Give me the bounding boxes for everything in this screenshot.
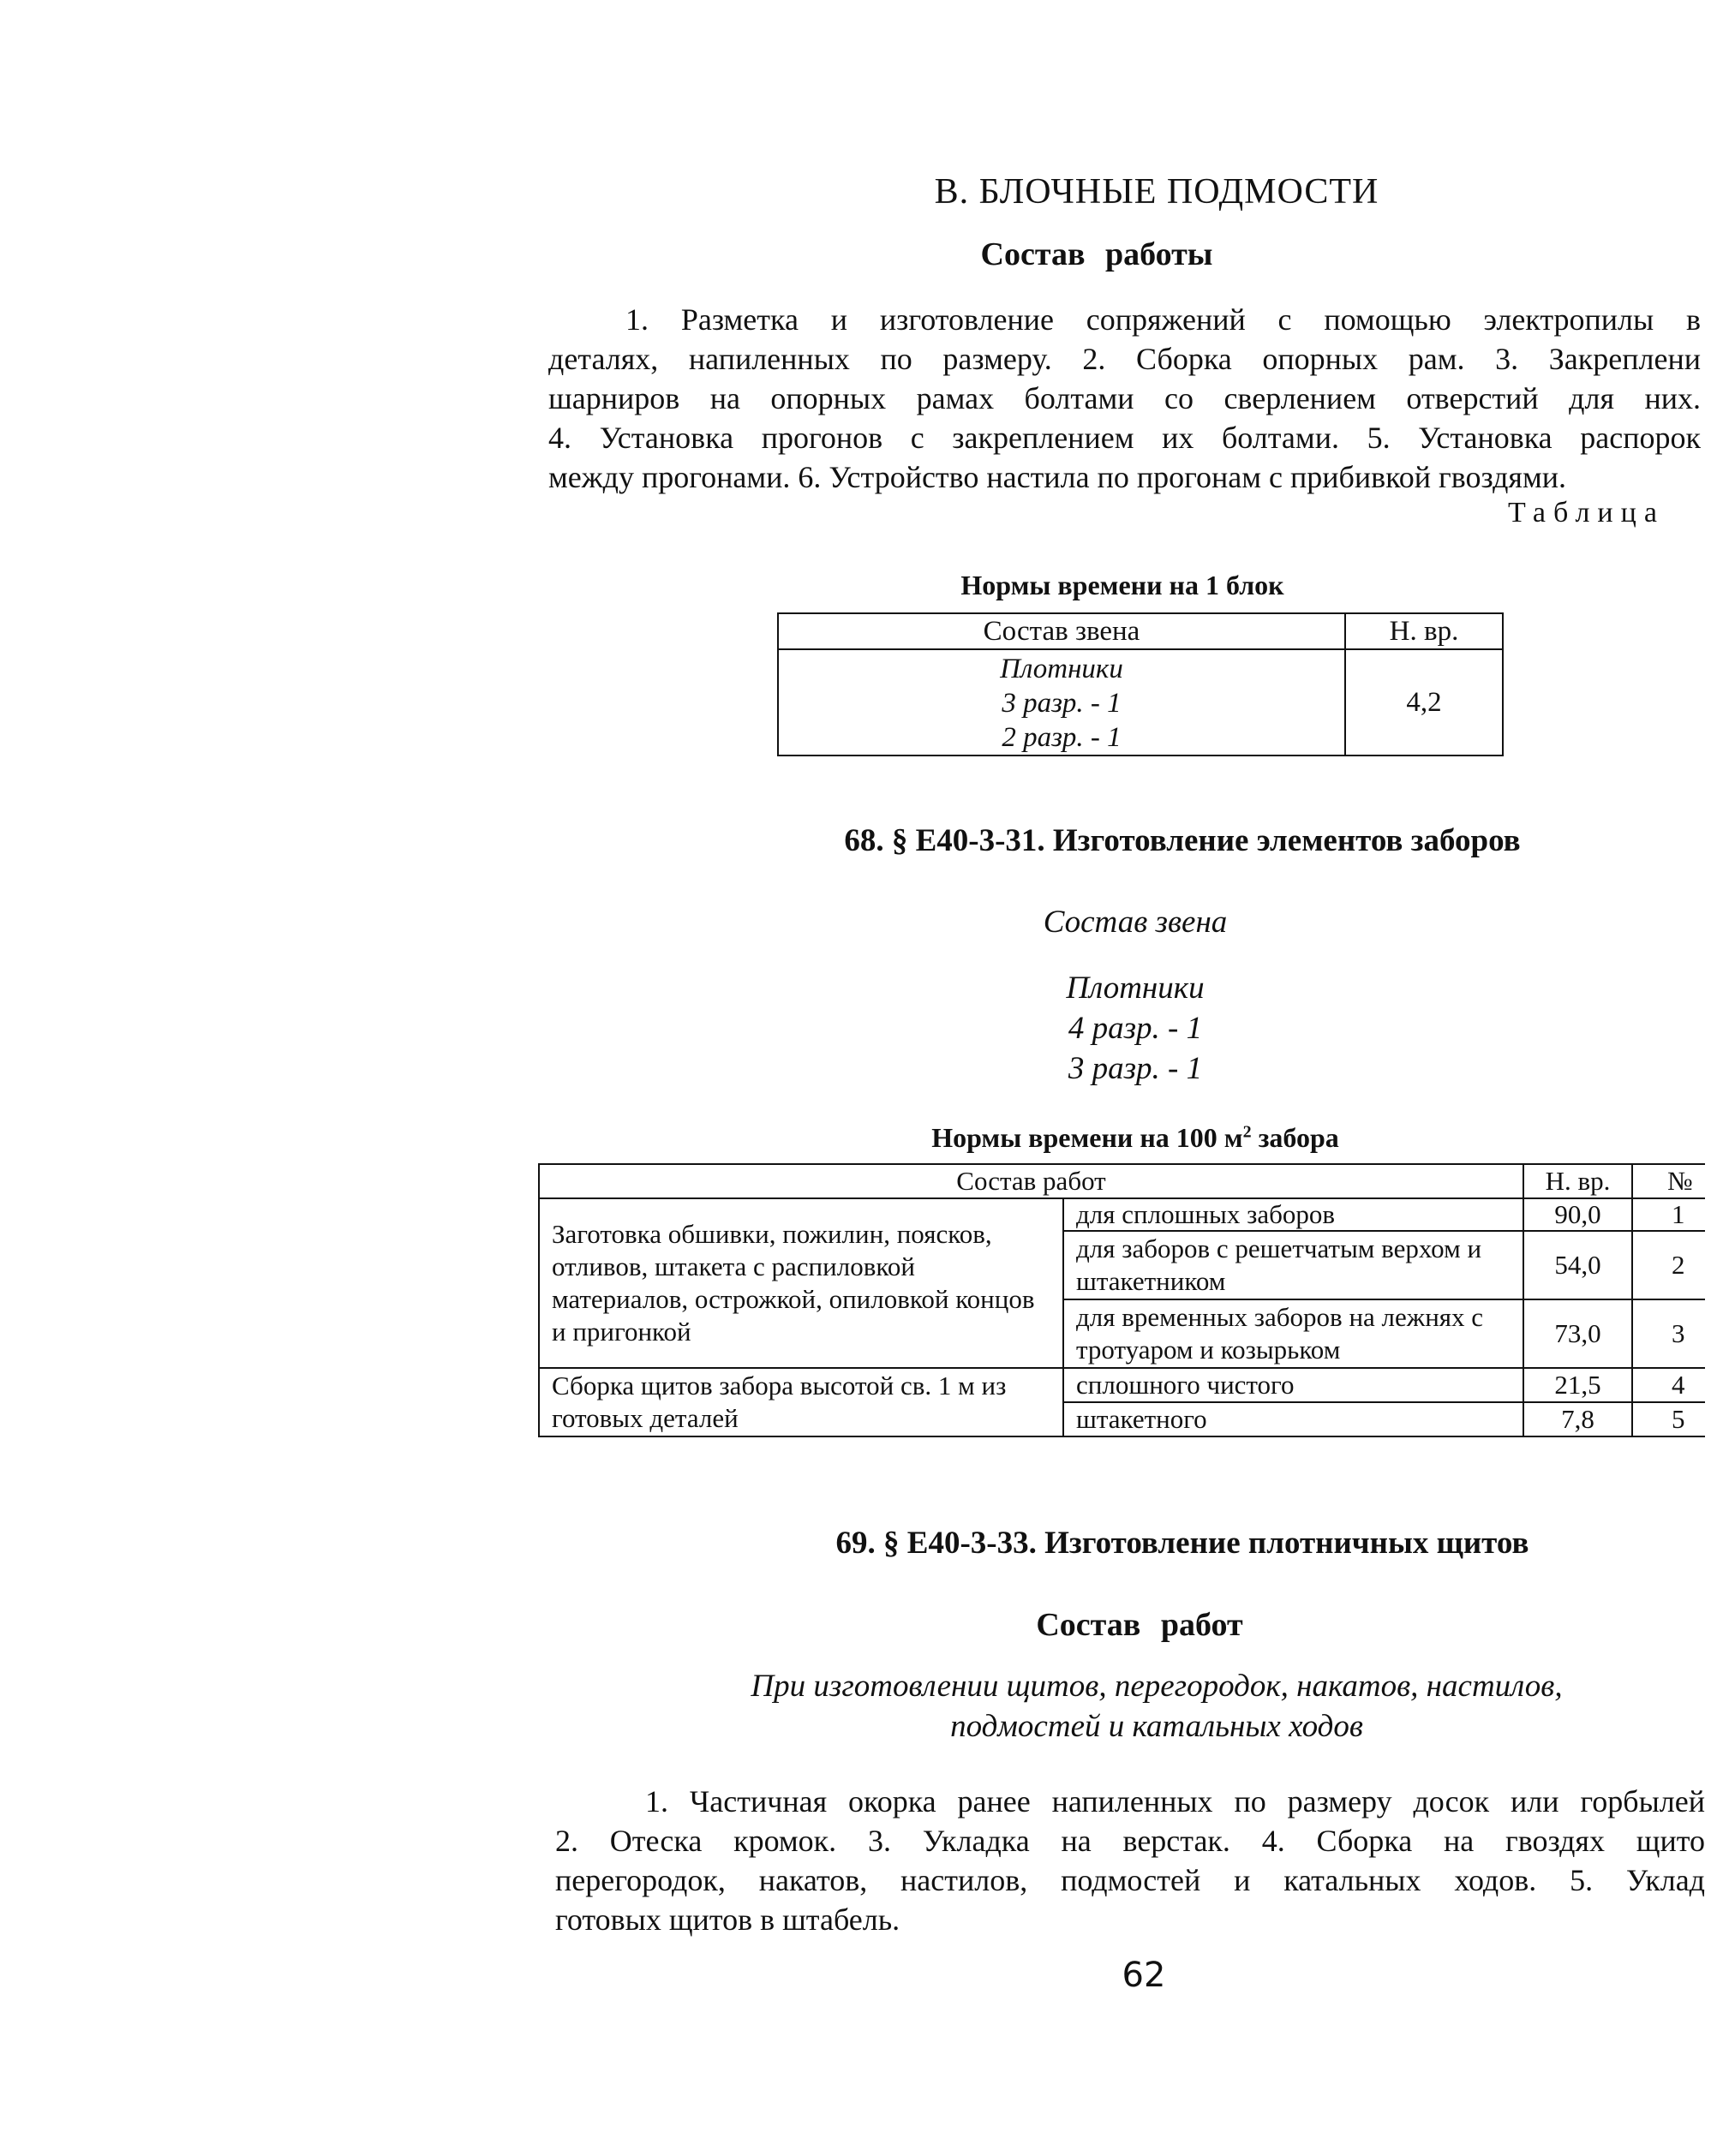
section-title: В. БЛОЧНЫЕ ПОДМОСТИ <box>934 172 1379 212</box>
section69-subheading-line: При изготовлении щитов, перегородок, накатов, настилов, <box>751 1669 1563 1704</box>
row-num: 5 <box>1632 1402 1705 1436</box>
section68-header-row <box>539 1164 1705 1198</box>
table-row <box>539 1198 1705 1231</box>
table1-value: 4,2 <box>1345 649 1503 755</box>
section68-crew-heading: Состав звена <box>1043 905 1228 940</box>
section69-subheading-line: подмостей и катальных ходов <box>950 1709 1363 1744</box>
caption-text-end: забора <box>1251 1122 1339 1153</box>
section69-paragraph-line: 2. Отеска кромок. 3. Укладка на верстак. 4. Сборка на гвоздях щито <box>555 1824 1705 1858</box>
table1-header-row <box>778 613 1503 649</box>
table1-row <box>778 649 1503 755</box>
section69-paragraph <box>555 1782 1705 1939</box>
table1-header-crew: Состав звена <box>778 613 1345 649</box>
table1-crew-line: 3 разр. - 1 <box>1002 688 1122 719</box>
section68-table <box>538 1163 1705 1437</box>
row-value: 21,5 <box>1523 1368 1632 1402</box>
section68-table-caption <box>814 1122 1457 1154</box>
table1-crew-line: 2 разр. - 1 <box>1002 722 1122 753</box>
work-paragraph-line: шарниров на опорных рамах болтами со сверлением отверстий для них. <box>548 381 1701 415</box>
caption-text: Нормы времени на 100 м <box>931 1122 1243 1153</box>
section68-table-wrap <box>538 1163 1705 1454</box>
row-value: 7,8 <box>1523 1402 1632 1436</box>
section69-subheading <box>600 1666 1714 1747</box>
group1-label: Заготовка обшивки, пожилин, поясков, отливов, штакета с распиловкой материалов, острожкой, опиловкой концов и пригонкой <box>539 1198 1063 1368</box>
table1-header-norm: Н. вр. <box>1345 613 1503 649</box>
table-label: Таблица <box>1508 497 1665 529</box>
row-value: 54,0 <box>1523 1231 1632 1299</box>
table1 <box>777 612 1504 756</box>
section68-crew-line: Плотники <box>1066 970 1205 1006</box>
section68-title: 68. § Е40-3-31. Изготовление элементов заборов <box>844 823 1521 858</box>
section69-paragraph-line: 1. Частичная окорка ранее напиленных по размеру досок или горбылей <box>645 1784 1705 1819</box>
page-number: 62 <box>1122 1956 1166 1995</box>
header-num: № <box>1632 1164 1705 1198</box>
section68-crew-line: 4 разр. - 1 <box>1068 1011 1203 1046</box>
work-paragraph <box>548 300 1701 497</box>
work-heading: Состав работы <box>980 236 1213 272</box>
row-num: 1 <box>1632 1198 1705 1231</box>
row-desc: штакетного <box>1063 1402 1523 1436</box>
section69-title: 69. § Е40-3-33. Изготовление плотничных щитов <box>835 1526 1529 1561</box>
row-desc: для сплошных заборов <box>1063 1198 1523 1231</box>
row-num: 3 <box>1632 1299 1705 1368</box>
row-desc: сплошного чистого <box>1063 1368 1523 1402</box>
row-value: 90,0 <box>1523 1198 1632 1231</box>
row-desc: для временных заборов на лежнях с тротуаром и козырьком <box>1063 1299 1523 1368</box>
table-row <box>539 1368 1705 1402</box>
table1-crew-cell <box>778 649 1345 755</box>
section68-crew <box>942 968 1328 1089</box>
row-num: 4 <box>1632 1368 1705 1402</box>
section69-paragraph-line: готовых щитов в штабель. <box>555 1902 900 1937</box>
row-num: 2 <box>1632 1231 1705 1299</box>
section68-crew-line: 3 разр. - 1 <box>1068 1051 1203 1086</box>
work-paragraph-line: 4. Установка прогонов с закреплением их болтами. 5. Установка распорок <box>548 421 1701 455</box>
caption-sup: 2 <box>1242 1122 1252 1142</box>
row-value: 73,0 <box>1523 1299 1632 1368</box>
work-paragraph-line: между прогонами. 6. Устройство настила по прогонам с прибивкой гвоздями. <box>548 460 1567 494</box>
section69-work-heading: Состав работ <box>1036 1607 1243 1643</box>
section69-paragraph-line: перегородок, накатов, настилов, подмостей и катальных ходов. 5. Уклад <box>555 1863 1705 1897</box>
group2-label: Сборка щитов забора высотой св. 1 м из готовых деталей <box>539 1368 1063 1436</box>
header-work: Состав работ <box>539 1164 1523 1198</box>
work-paragraph-line: деталях, напиленных по размеру. 2. Сборка опорных рам. 3. Закреплени <box>548 342 1701 376</box>
header-norm: Н. вр. <box>1523 1164 1632 1198</box>
table1-caption: Нормы времени на 1 блок <box>960 570 1284 600</box>
row-desc: для заборов с решетчатым верхом и штакетником <box>1063 1231 1523 1299</box>
table1-crew-line: Плотники <box>1000 654 1123 684</box>
work-paragraph-line: 1. Разметка и изготовление сопряжений с помощью электропилы в <box>625 302 1701 337</box>
